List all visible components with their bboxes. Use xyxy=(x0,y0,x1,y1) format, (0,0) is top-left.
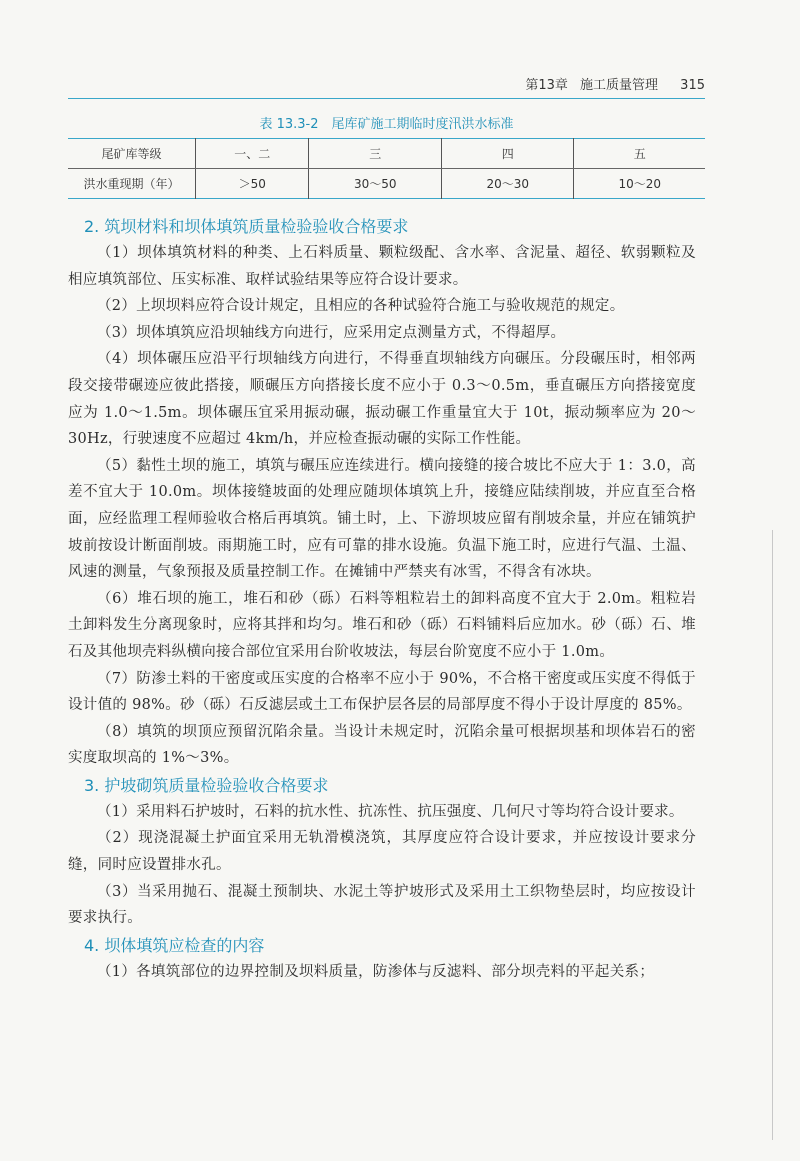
table-cell: 四 xyxy=(441,139,573,169)
running-header xyxy=(68,74,705,99)
table-cell: 10～20 xyxy=(574,169,705,199)
section-heading: 2. 筑坝材料和坝体填筑质量检验验收合格要求 xyxy=(84,217,409,236)
table-cell: 洪水重现期（年） xyxy=(68,169,196,199)
page-number: 315 xyxy=(680,78,705,93)
paragraph: （5）黏性土坝的施工，填筑与碾压应连续进行。横向接缝的接合坡比不应大于 1：3.0，高差不宜大于 10.0m。坝体接缝坡面的处理应随坝体填筑上升，接缝应陆续削坡，并应直至合格面，应经监理工程师验收合格后再填筑。铺土时，上、下游坝坡应留有削坡余量，并应在铺筑护坡前按设计断面削坡。雨期施工时，应有可靠的排水设施。负温下施工时，应进行气温、土温、风速的测量，气象预报及质量控制工作。在摊铺中严禁夹有冰雪，不得含有冰块。 xyxy=(68,457,696,581)
body-text xyxy=(68,213,696,985)
table-cell: ＞50 xyxy=(196,169,309,199)
chapter-number: 第13章 xyxy=(525,78,568,93)
table-cell: 五 xyxy=(574,139,705,169)
paragraph: （2）现浇混凝土护面宜采用无轨滑模浇筑，其厚度应符合设计要求，并应按设计要求分缝，同时应设置排水孔。 xyxy=(68,830,696,874)
paragraph: （6）堆石坝的施工，堆石和砂（砾）石料等粗粒岩土的卸料高度不宜大于 2.0m。粗粒岩土卸料发生分离现象时，应将其拌和均匀。堆石和砂（砾）石料铺料后应加水。砂（砾）石、堆石及其他坝壳料纵横向接合部位宜采用台阶收坡法，每层台阶宽度不应小于 1.0m。 xyxy=(68,590,696,660)
table-cell: 20～30 xyxy=(441,169,573,199)
paragraph: （1）各填筑部位的边界控制及坝料质量，防渗体与反滤料、部分坝壳料的平起关系； xyxy=(97,963,655,980)
paragraph: （3）当采用抛石、混凝土预制块、水泥土等护坡形式及采用土工织物垫层时，均应按设计要求执行。 xyxy=(68,883,696,927)
flood-standard-table xyxy=(68,138,705,199)
paragraph: （2）上坝坝料应符合设计规定，且相应的各种试验符合施工与验收规范的规定。 xyxy=(97,298,625,315)
paragraph: （4）坝体碾压应沿平行坝轴线方向进行，不得垂直坝轴线方向碾压。分段碾压时，相邻两段交接带碾迹应彼此搭接，顺碾压方向搭接长度不应小于 0.3～0.5m，垂直碾压方向搭接宽度应为 1.0～1.5m。坝体碾压宜采用振动碾，振动碾工作重量宜大于 10t，振动频率应为 20～30Hz，行驶速度不应超过 4km/h，并应检查振动碾的实际工作性能。 xyxy=(68,351,696,448)
page-edge-line xyxy=(772,530,773,1140)
paragraph: （1）采用料石护坡时，石料的抗水性、抗冻性、抗压强度、几何尺寸等均符合设计要求。 xyxy=(97,803,684,820)
table-cell: 尾矿库等级 xyxy=(68,139,196,169)
section-heading: 3. 护坡砌筑质量检验验收合格要求 xyxy=(84,775,329,795)
table-cell: 30～50 xyxy=(309,169,441,199)
paragraph: （3）坝体填筑应沿坝轴线方向进行，应采用定点测量方式，不得超厚。 xyxy=(97,324,566,341)
paragraph: （1）坝体填筑材料的种类、上石料质量、颗粒级配、含水率、含泥量、超径、软弱颗粒及相应填筑部位、压实标准、取样试验结果等应符合设计要求。 xyxy=(68,245,696,288)
table-header-row xyxy=(68,139,705,169)
section-heading: 4. 坝体填筑应检查的内容 xyxy=(84,935,265,955)
paragraph: （8）填筑的坝顶应预留沉陷余量。当设计未规定时，沉陷余量可根据坝基和坝体岩石的密实度取坝高的 1%～3%。 xyxy=(68,723,696,767)
table-row xyxy=(68,169,705,199)
paragraph: （7）防渗土料的干密度或压实度的合格率不应小于 90%，不合格干密度或压实度不得低于设计值的 98%。砂（砾）石反滤层或土工布保护层各层的局部厚度不得小于设计厚度的 85%。 xyxy=(68,670,696,714)
chapter-title: 施工质量管理 xyxy=(580,78,659,93)
table-cell: 一、二 xyxy=(196,139,309,169)
table-cell: 三 xyxy=(309,139,441,169)
table-caption: 表 13.3-2 尾库矿施工期临时度汛洪水标准 xyxy=(259,117,514,132)
